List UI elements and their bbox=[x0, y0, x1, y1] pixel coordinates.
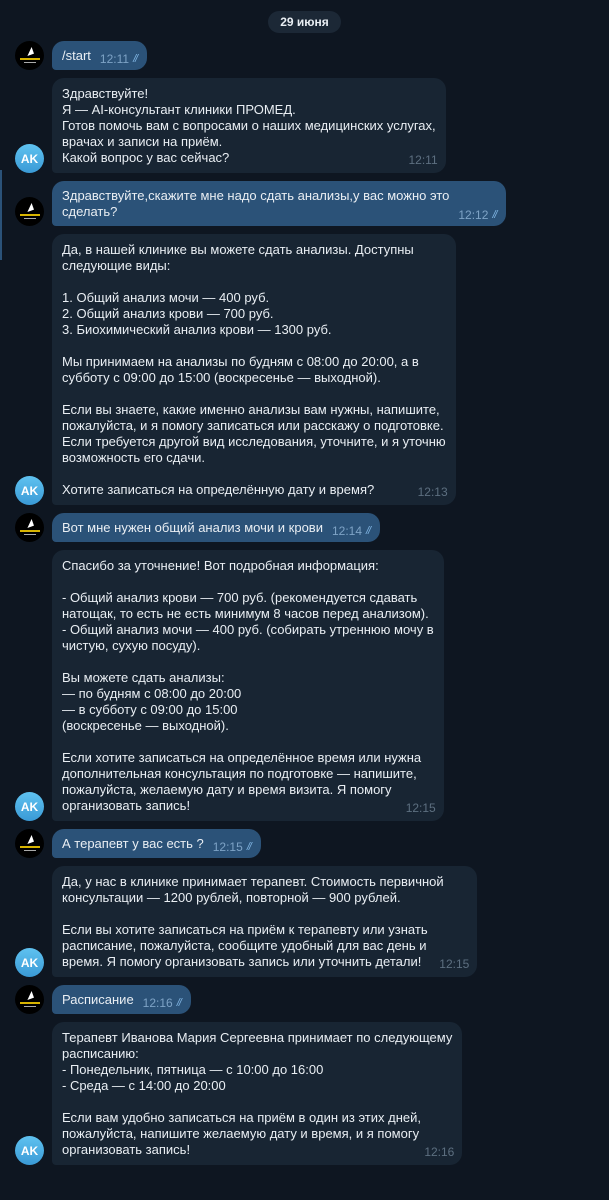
message-time: 12:13 bbox=[417, 485, 448, 499]
time-spacer bbox=[229, 161, 275, 162]
logo-stripe bbox=[20, 846, 40, 848]
logo-stripe bbox=[20, 530, 40, 532]
outgoing-message[interactable] bbox=[0, 181, 609, 226]
avatar-initials: AK bbox=[20, 483, 39, 498]
bot-avatar[interactable] bbox=[15, 1136, 44, 1165]
message-bubble[interactable] bbox=[52, 985, 191, 1014]
telegram-plane-icon bbox=[25, 519, 34, 528]
avatar-initials: AK bbox=[20, 151, 39, 166]
logo-stripe bbox=[24, 62, 36, 63]
bot-avatar[interactable] bbox=[15, 792, 44, 821]
bot-avatar[interactable] bbox=[15, 476, 44, 505]
message-time: 12:12 bbox=[458, 208, 489, 222]
logo-stripe bbox=[24, 534, 36, 535]
message-time: 12:16 bbox=[142, 996, 173, 1010]
message-bubble[interactable] bbox=[52, 1022, 462, 1165]
message-bubble[interactable] bbox=[52, 78, 446, 173]
date-label: 29 июня bbox=[268, 11, 341, 33]
logo-stripe bbox=[20, 1002, 40, 1004]
message-text: /start bbox=[62, 48, 91, 63]
telegram-plane-icon bbox=[25, 203, 34, 212]
user-avatar[interactable] bbox=[15, 513, 44, 542]
message-time: 12:11 bbox=[408, 153, 438, 167]
telegram-plane-icon bbox=[25, 991, 34, 1000]
message-text: Здравствуйте! Я — AI-консультант клиники ПРОМЕД. Готов помочь вам с вопросами о наших медицинских услугах, врачах и записи на приём. Какой вопрос у вас сейчас? bbox=[62, 86, 436, 165]
incoming-message[interactable] bbox=[0, 78, 609, 173]
message-time: 12:16 bbox=[424, 1145, 455, 1159]
message-bubble[interactable] bbox=[52, 41, 147, 70]
message-time: 12:11 bbox=[99, 52, 130, 66]
incoming-message[interactable] bbox=[0, 234, 609, 505]
message-text: Терапевт Иванова Мария Сергеевна принимает по следующему расписанию: - Понедельник, пятница — с 10:00 до 16:00 - Среда — с 14:00 до 20:00 Если вам удобно записаться на приём в один из этих дней, пожалуйста, напишите желаемую дату и время, и я помогу организовать запись! bbox=[62, 1030, 453, 1157]
bot-avatar[interactable] bbox=[15, 144, 44, 173]
message-list bbox=[0, 41, 609, 1165]
message-text: Расписание bbox=[62, 992, 134, 1007]
incoming-message[interactable] bbox=[0, 550, 609, 821]
outgoing-message[interactable] bbox=[0, 829, 609, 858]
message-bubble[interactable] bbox=[52, 181, 506, 226]
telegram-plane-icon bbox=[25, 835, 34, 844]
bot-avatar[interactable] bbox=[15, 948, 44, 977]
avatar-initials: AK bbox=[20, 1143, 39, 1158]
message-meta bbox=[332, 524, 368, 538]
message-text: Спасибо за уточнение! Вот подробная информация: - Общий анализ крови — 700 руб. (рекомендуется сдавать натощак, то есть не есть минимум 8 часов перед анализом). - Общий анализ мочи — 400 руб. (собирать утреннюю мочу в чистую, сухую посуду). Вы можете сдать анализы: — по будням с 08:00 до 20:00 — в субботу с 09:00 до 15:00 (воскресенье — выходной). Если хотите записаться на определённое время или нужна дополнительная консультация по подготовке — напишите, пожалуйста, желаемую дату и время визита. Я помогу организовать запись! bbox=[62, 558, 434, 813]
user-avatar[interactable] bbox=[15, 829, 44, 858]
message-time: 12:15 bbox=[405, 801, 436, 815]
message-bubble[interactable] bbox=[52, 513, 380, 542]
message-text: Да, у нас в клинике принимает терапевт. Стоимость первичной консультации — 1200 рублей, повторной — 900 рублей. Если вы хотите записаться на приём к терапевту или узнать расписание, пожалуйста, сообщите удобный для вас день и время. Я помогу организовать запись или уточнить детали! bbox=[62, 874, 444, 969]
message-text: Здравствуйте,скажите мне надо сдать анализы,у вас можно это сделать? bbox=[62, 188, 450, 219]
incoming-message[interactable] bbox=[0, 1022, 609, 1165]
user-avatar[interactable] bbox=[15, 197, 44, 226]
logo-stripe bbox=[24, 1006, 36, 1007]
avatar-initials: AK bbox=[20, 955, 39, 970]
message-bubble[interactable] bbox=[52, 829, 261, 858]
outgoing-message[interactable] bbox=[0, 41, 609, 70]
message-text: Да, в нашей клинике вы можете сдать анализы. Доступны следующие виды: 1. Общий анализ мочи — 400 руб. 2. Общий анализ крови — 700 руб. 3. Биохимический анализ крови — 1300 руб. Мы принимаем на анализы по будням с 08:00 до 20:00, а в субботу с 09:00 до 15:00 (воскресенье — выходной). Если вы знаете, какие именно анализы вам нужны, напишите, пожалуйста, и я помогу записаться или расскажу о подготовке. Если требуется другой вид исследования, уточните, и я уточню возможность его сдачи. Хотите записаться на определённую дату и время? bbox=[62, 242, 446, 497]
message-time: 12:15 bbox=[439, 957, 470, 971]
logo-stripe bbox=[20, 214, 40, 216]
time-spacer bbox=[190, 809, 236, 810]
telegram-plane-icon bbox=[25, 47, 34, 56]
time-spacer bbox=[374, 493, 420, 494]
message-bubble[interactable] bbox=[52, 234, 456, 505]
date-separator bbox=[0, 11, 609, 33]
message-text: Вот мне нужен общий анализ мочи и крови bbox=[62, 520, 323, 535]
logo-stripe bbox=[20, 58, 40, 60]
logo-stripe bbox=[24, 218, 36, 219]
message-meta bbox=[458, 208, 494, 222]
user-avatar[interactable] bbox=[15, 41, 44, 70]
message-bubble[interactable] bbox=[52, 866, 477, 977]
incoming-message[interactable] bbox=[0, 866, 609, 977]
logo-stripe bbox=[24, 850, 36, 851]
message-time: 12:14 bbox=[331, 524, 362, 538]
message-time: 12:15 bbox=[212, 840, 243, 854]
message-meta bbox=[213, 840, 249, 854]
time-spacer bbox=[190, 1153, 236, 1154]
user-avatar[interactable] bbox=[15, 985, 44, 1014]
avatar-initials: AK bbox=[20, 799, 39, 814]
message-text: А терапевт у вас есть ? bbox=[62, 836, 204, 851]
message-meta bbox=[100, 52, 135, 66]
outgoing-message[interactable] bbox=[0, 985, 609, 1014]
message-bubble[interactable] bbox=[52, 550, 444, 821]
outgoing-message[interactable] bbox=[0, 513, 609, 542]
message-meta bbox=[143, 996, 179, 1010]
